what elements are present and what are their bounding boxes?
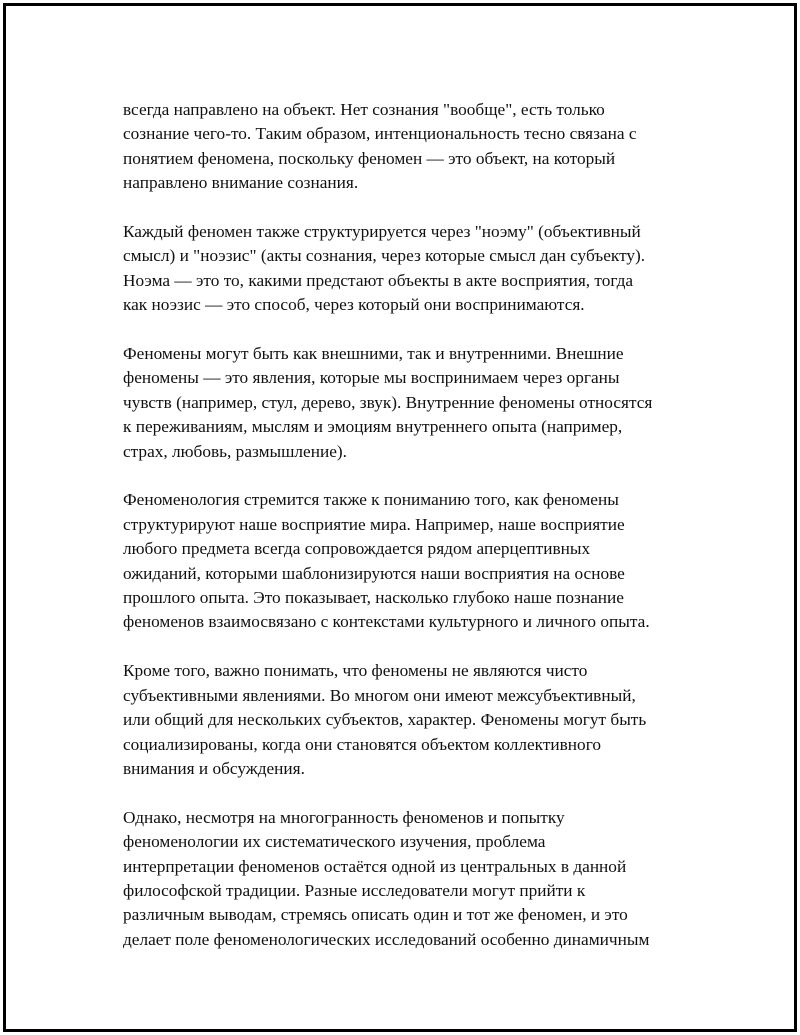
text-line: внимания и обсуждения. xyxy=(123,758,305,778)
text-line: как ноэзис — это способ, через который они воспринимаются. xyxy=(123,295,585,315)
text-line: понятием феномена, поскольку феномен — это объект, на который xyxy=(123,148,616,168)
text-line: чувств (например, стул, дерево, звук). Внутренние феномены относятся xyxy=(123,392,653,412)
text-line: Однако, несмотря на многогранность феноменов и попытку xyxy=(123,807,565,827)
text-line: Феномены могут быть как внешними, так и внутренними. Внешние xyxy=(123,344,624,364)
text-line: или общий для нескольких субъектов, характер. Феномены могут быть xyxy=(123,710,647,730)
text-line: прошлого опыта. Это показывает, насколько глубоко наше познание xyxy=(123,588,624,608)
text-line: Феноменология стремится также к пониманию того, как феномены xyxy=(123,490,619,510)
text-line: интерпретации феноменов остаётся одной из центральных в данной xyxy=(123,856,627,876)
paragraph-2 xyxy=(123,220,693,318)
text-line: Кроме того, важно понимать, что феномены не являются чисто xyxy=(123,661,588,681)
paragraph-6 xyxy=(123,806,693,952)
text-line: структурируют наше восприятие мира. Например, наше восприятие xyxy=(123,514,625,534)
text-line: любого предмета всегда сопровождается рядом аперцептивных xyxy=(123,539,591,559)
text-line: субъективными явлениями. Во многом они имеют межсубъективный, xyxy=(123,685,636,705)
text-line: феноменологии их систематического изучения, проблема xyxy=(123,832,546,852)
text-line: Ноэма — это то, какими предстают объекты в акте восприятия, тогда xyxy=(123,270,634,290)
paragraph-1 xyxy=(123,98,693,196)
text-line: сознание чего-то. Таким образом, интенциональность тесно связана с xyxy=(123,124,637,144)
paragraph-5 xyxy=(123,659,693,781)
text-line: смысл) и "ноэзис" (акты сознания, через которые смысл дан субъекту). xyxy=(123,246,646,266)
text-line: феноменов взаимосвязано с контекстами культурного и личного опыта. xyxy=(123,612,650,632)
text-line: Каждый феномен также структурируется через "ноэму" (объективный xyxy=(123,222,641,242)
text-line: философской традиции. Разные исследователи могут прийти к xyxy=(123,880,586,900)
text-line: к переживаниям, мыслям и эмоциям внутреннего опыта (например, xyxy=(123,417,623,437)
text-line: ожиданий, которыми шаблонизируются наши восприятия на основе xyxy=(123,563,625,583)
paragraph-4 xyxy=(123,488,693,634)
text-line: направлено внимание сознания. xyxy=(123,173,359,193)
text-line: социализированы, когда они становятся объектом коллективного xyxy=(123,734,601,754)
text-line: страх, любовь, размышление). xyxy=(123,441,347,461)
page-frame xyxy=(3,3,797,1032)
text-line: феномены — это явления, которые мы воспринимаем через органы xyxy=(123,368,620,388)
text-line: различным выводам, стремясь описать один и тот же феномен, и это xyxy=(123,905,628,925)
text-line: делает поле феноменологических исследований особенно динамичным xyxy=(123,929,650,949)
paragraph-3 xyxy=(123,342,693,464)
text-line: всегда направлено на объект. Нет сознания "вообще", есть только xyxy=(123,100,605,119)
document-body xyxy=(123,98,693,977)
